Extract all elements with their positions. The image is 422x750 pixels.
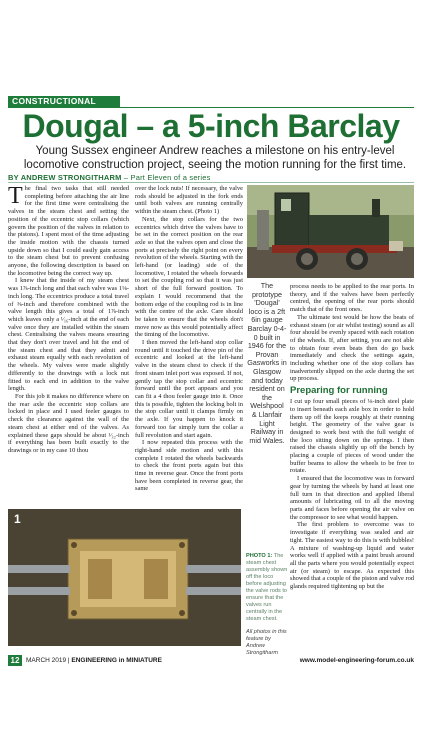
- footer-url[interactable]: www.model-engineering-forum.co.uk: [299, 657, 414, 664]
- paragraph: I now repeated this process with the right-hand side motion and with this complete I rotated the wheels backwards to check the front ports again but this time in reverse gear. Once the front ports have been completed in reverse gear, the same: [135, 439, 243, 493]
- paragraph: over the lock nuts! If necessary, the valve rods should be adjusted in the fork ends until both valves are running centrally within the steam chest. (Photo 1): [135, 185, 243, 216]
- section-tag: CONSTRUCTIONAL: [8, 96, 120, 107]
- paragraph: The ultimate test would be how the beats of exhaust steam (or air whilst testing) sound as all four should be evenly spaced with each rotation of the wheels. If, after setting, you are not able to obtain four even beats then do go back immediately and check the settings again, including whether one of the stop collars has inadvertently slipped on the axle during the set up process.: [290, 313, 414, 383]
- byline-rule: [8, 182, 414, 183]
- paragraph: The first problem to overcome was to investigate if everything was sealed and air tight. The easiest way to do this is with bubbles! A mixture of washing-up liquid and water works well if applied with a paint brush around all the parts where you would potentially expect air (or steam) to escape. As expected this showed that a couple of the piston and valve rod glands required tightening up but the: [290, 521, 414, 591]
- page-number: 12: [8, 655, 22, 666]
- steam-chest-photo: [8, 509, 241, 646]
- standfirst: Young Sussex engineer Andrew reaches a milestone on his entry-level locomotive construction project, seeing the motion running for the first time.: [23, 145, 407, 171]
- paragraph: The final two tasks that still needed completing before attaching the air line for the first time were centralising the valves in the steam chest and setting the position of the eccentric stop collars (which govern the position of the valves in relation to the pistons). I spent most of the time adjusting the inside motion with the chassis turned upside down so that I could easily gain access to the steam chest but to prevent confusing anyone, the following description is based on the locomotive being the correct way up.: [8, 185, 129, 277]
- locomotive-caption: The prototype 'Dougal' loco is a 2ft 6in gauge Barclay 0-4-0 built in 1946 for the Provan Gasworks in Glasgow and today resident on the Welshpool & Llanfair Light Railway in mid Wales.: [247, 281, 287, 445]
- photo-number: 1: [14, 512, 21, 526]
- body-column-1: [8, 185, 129, 505]
- paragraph: Next, the stop collars for the two eccentrics which drive the valves have to be set in the correct position on the rear axle so that the valves open and close the ports at precisely the right point on every revolution of the wheels. Starting with the left-hand (or leading) side of the locomotive, I rotated the wheels forwards to set the coupling rod so that it was just short of the full forward position. To explain I would recommend that the bottom edge of the coupling rod is in line with the centre of the axle. Care should be taken to ensure that the wheels don't move now as this would potentially affect the timing of the locomotive.: [135, 215, 243, 339]
- locomotive-photo: [247, 185, 414, 278]
- photo-1-label: PHOTO 1:: [246, 553, 273, 559]
- drop-cap: T: [8, 185, 23, 209]
- photo-credit: All photos in this feature by Andrew Strongitharm: [246, 629, 287, 656]
- body-column-4: [290, 283, 414, 646]
- footer-issue: MARCH 2019 | ENGINEERING in MINIATURE: [26, 657, 162, 664]
- byline-author: BY ANDREW STRONGITHARM: [8, 173, 122, 182]
- paragraph: I then moved the left-hand stop collar round until it touched the drive pin of the eccentric and looked at the left-hand valve in the steam chest to check if the front steam inlet port was exposed. If not, gently tap the stop collar and eccentric forward until the port appears and you can fit a 4 thou feeler gauge into it. Once this is possible, tighten the locking bolt in the stop collar until it clamps firmly on the axle. If you happen to knock it forward too far simply turn the collar a full revolution and start again.: [135, 339, 243, 439]
- paragraph: I ensured that the locomotive was in forward gear by turning the wheels by hand at least one full turn in that direction and applied liberal amounts of lubricating oil to all the moving parts and faces before opening the air valve on the compressor to see what would happen.: [290, 475, 414, 521]
- byline-part: – Part Eleven of a series: [121, 173, 211, 182]
- photo-1-caption: PHOTO 1: The steam chest assembly shown off the loco before adjusting the valve rods to ensure that the valves run centrally in the steam chest. All photos in this feature by Andrew Strongitharm: [246, 553, 288, 656]
- body-column-2: [135, 185, 243, 560]
- paragraph: I cut up four small pieces of ⅛-inch steel plate to insert beneath each axle box in order to hold them up off the keeps roughly at their running height. The geometry of the valve gear is designed to work best with the full weight of the loco sitting down on the springs. I then raised the chassis slightly up off the bench by placing a couple of pieces of wood under the buffer beams to allow the wheels to be free to rotate.: [290, 398, 414, 475]
- paragraph: process needs to be applied to the rear ports. In theory, and if the valves have been perfectly centred, the opening of the rear ports should match that of the front ones.: [290, 283, 414, 314]
- byline: [8, 173, 211, 182]
- paragraph: I knew that the inside of my steam chest was 1⅞-inch long and that each valve was 1⅛-inch long. The eccentrics produce a total travel of ⅜-inch and therefore combined with the valve length this gives a total of 1⅞-inch which leaves only a ¹⁄₁₆-inch at the end of each valve once they are installed within the steam chest. Centralising the valves means ensuring that they don't over travel and hit the end of the steam chest and that they admit and exhaust steam equally with each revolution of the wheels. My valves were made slightly differently to the drawings with a lock nut fitted to each end in addition to the valve length.: [8, 277, 129, 393]
- subheading: Preparing for running: [290, 385, 388, 397]
- article-title: Dougal – a 5-inch Barclay: [22, 108, 400, 144]
- paragraph: For this job it makes no difference where on the rear axle the eccentric stop collars are locked in place and I used feeler gauges to check the clearance against the wall of the steam chest at either end of the valves. As explained these gaps should be about ¹⁄₃₂-inch if everything has been built exactly to the drawings or in my case 10 thou: [8, 392, 129, 454]
